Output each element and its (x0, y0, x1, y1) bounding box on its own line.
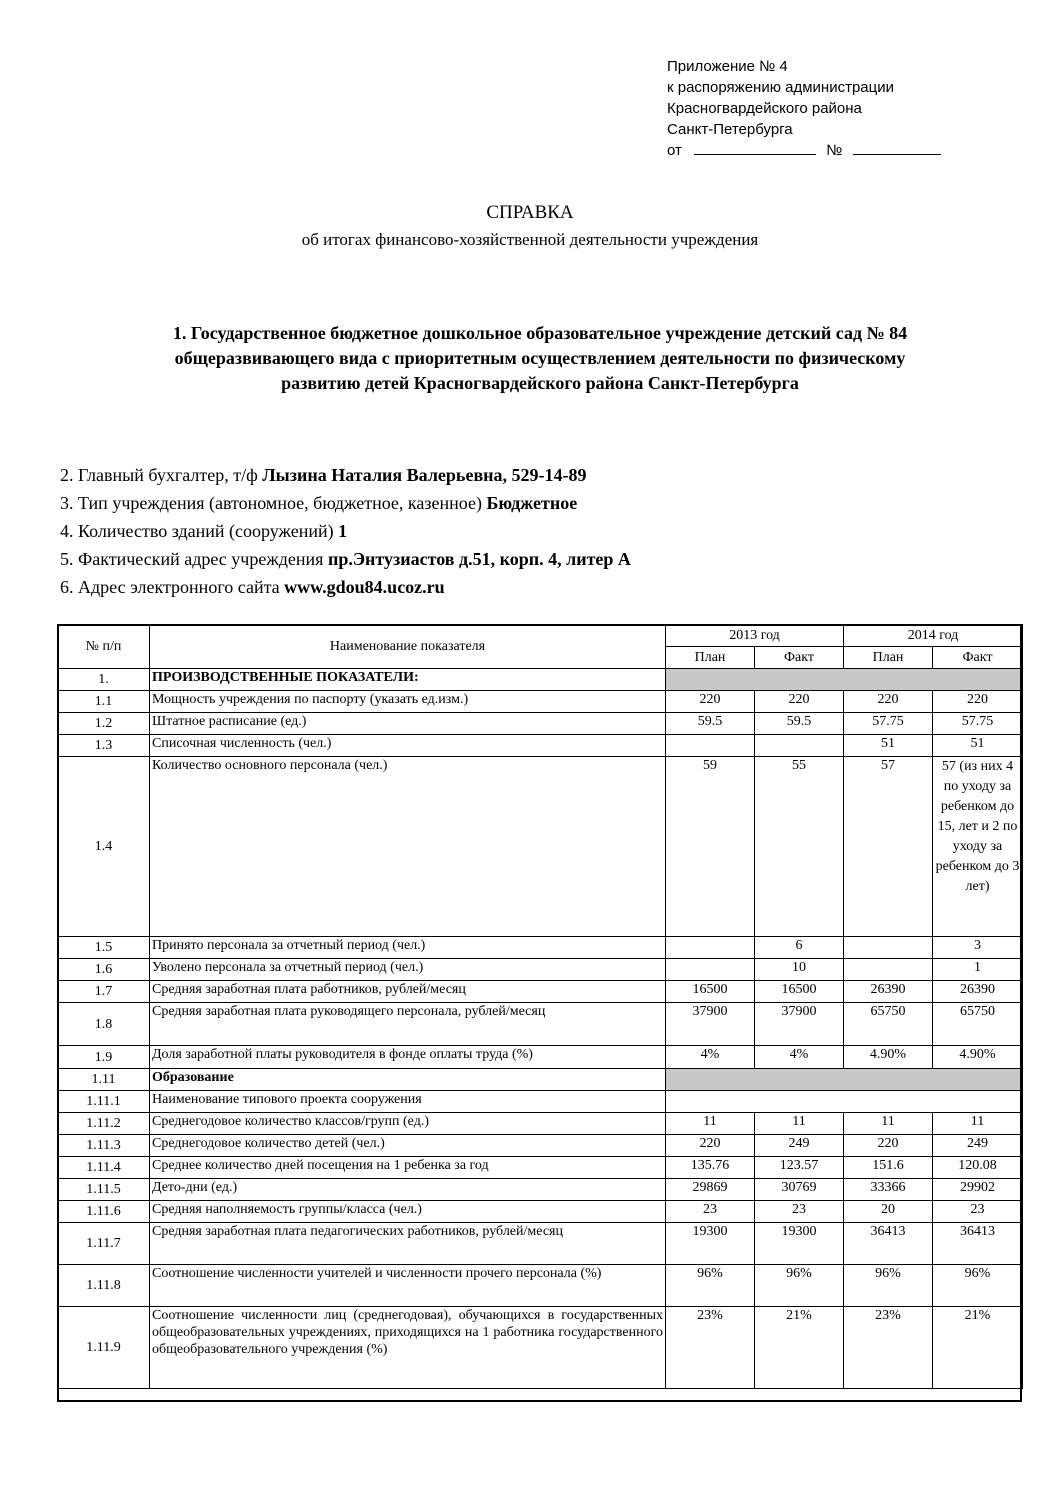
row-name: Соотношение численности учителей и численности прочего персонала (%) (150, 1265, 666, 1307)
value-cell: 65750 (844, 1003, 933, 1046)
table-row (58, 1135, 1023, 1157)
row-name: Образование (150, 1069, 666, 1091)
row-number: 1.11.5 (58, 1179, 150, 1201)
value-cell: 11 (755, 1113, 844, 1135)
info-item (60, 517, 631, 545)
annex-line-1: Приложение № 4 (667, 58, 788, 75)
header-year-2013: 2013 год (666, 625, 844, 647)
value-cell: 4% (755, 1046, 844, 1069)
info-label: 6. Адрес электронного сайта (60, 577, 285, 597)
value-cell (666, 937, 755, 959)
row-number: 1. (58, 669, 150, 691)
row-number: 1.7 (58, 981, 150, 1003)
value-cell: 37900 (666, 1003, 755, 1046)
row-name: Средняя заработная плата работников, рублей/месяц (150, 981, 666, 1003)
row-name: Среднегодовое количество детей (чел.) (150, 1135, 666, 1157)
value-cell: 135.76 (666, 1157, 755, 1179)
annex-from-label: от (667, 142, 682, 159)
table-row (58, 981, 1023, 1003)
row-name: Штатное расписание (ед.) (150, 713, 666, 735)
row-number: 1.6 (58, 959, 150, 981)
number-blank (853, 140, 941, 155)
header-year-2014: 2014 год (844, 625, 1023, 647)
page-title: СПРАВКА (486, 202, 574, 223)
table-row (58, 691, 1023, 713)
indicators-table (57, 624, 1023, 1389)
value-cell: 51 (933, 735, 1023, 757)
row-name: ПРОИЗВОДСТВЕННЫЕ ПОКАЗАТЕЛИ: (150, 669, 666, 691)
value-cell: 96% (755, 1265, 844, 1307)
row-name: Соотношение численности лиц (среднегодовая), обучающихся в государственных общеобразовательных учреждениях, приходящихся на 1 работника государственного общеобразовательного учреждения (%) (150, 1307, 666, 1389)
row-name: Количество основного персонала (чел.) (150, 757, 666, 937)
value-cell: 29869 (666, 1179, 755, 1201)
info-label: 4. Количество зданий (сооружений) (60, 521, 339, 541)
value-cell: 220 (666, 1135, 755, 1157)
value-cell: 57.75 (933, 713, 1023, 735)
table-row (58, 1223, 1023, 1265)
value-cell: 220 (666, 691, 755, 713)
header-fact: Факт (933, 647, 1023, 669)
row-number: 1.11.3 (58, 1135, 150, 1157)
table-row (58, 1003, 1023, 1046)
value-cell: 16500 (755, 981, 844, 1003)
value-cell: 33366 (844, 1179, 933, 1201)
section-fill (666, 669, 1023, 691)
merged-cell (666, 1091, 1023, 1113)
value-cell: 59.5 (755, 713, 844, 735)
table-row (58, 735, 1023, 757)
table-row (58, 757, 1023, 937)
value-cell: 19300 (666, 1223, 755, 1265)
info-label: 5. Фактический адрес учреждения (60, 549, 328, 569)
header-num: № п/п (58, 625, 150, 669)
row-name: Средняя заработная плата руководящего персонала, рублей/месяц (150, 1003, 666, 1046)
header-plan: План (844, 647, 933, 669)
value-cell: 36413 (933, 1223, 1023, 1265)
row-number: 1.5 (58, 937, 150, 959)
row-number: 1.11.7 (58, 1223, 150, 1265)
value-cell: 20 (844, 1201, 933, 1223)
value-cell: 4.90% (844, 1046, 933, 1069)
info-item (60, 489, 631, 517)
value-cell: 30769 (755, 1179, 844, 1201)
value-cell: 23% (844, 1307, 933, 1389)
value-cell: 57 (844, 757, 933, 937)
annex-line-3: Красногвардейского района (667, 100, 862, 117)
organization-line-1: 1. Государственное бюджетное дошкольное образовательное учреждение детский сад № 84 (172, 323, 908, 343)
value-cell: 21% (933, 1307, 1023, 1389)
value-cell: 249 (755, 1135, 844, 1157)
value-cell: 23 (933, 1201, 1023, 1223)
value-cell: 4.90% (933, 1046, 1023, 1069)
value-cell: 51 (844, 735, 933, 757)
info-item (60, 573, 631, 601)
organization-name (60, 321, 1020, 396)
row-number: 1.11.2 (58, 1113, 150, 1135)
row-name: Среднегодовое количество классов/групп (ед.) (150, 1113, 666, 1135)
value-cell: 123.57 (755, 1157, 844, 1179)
table-row (58, 1179, 1023, 1201)
annex-line-2: к распоряжению администрации (667, 79, 894, 96)
info-value: www.gdou84.ucoz.ru (284, 577, 445, 597)
table-row (58, 1265, 1023, 1307)
organization-line-3: развитию детей Красногвардейского района Санкт-Петербурга (281, 373, 799, 393)
info-item (60, 461, 631, 489)
value-cell: 23 (666, 1201, 755, 1223)
value-cell: 57.75 (844, 713, 933, 735)
value-cell: 65750 (933, 1003, 1023, 1046)
value-cell: 220 (933, 691, 1023, 713)
value-cell (844, 937, 933, 959)
info-value: Лызина Наталия Валерьевна, 529-14-89 (262, 465, 587, 485)
date-blank (694, 140, 816, 155)
row-name: Средняя наполняемость группы/класса (чел.) (150, 1201, 666, 1223)
info-value: Бюджетное (486, 493, 578, 513)
value-cell: 11 (666, 1113, 755, 1135)
page-subtitle: об итогах финансово-хозяйственной деятельности учреждения (301, 230, 759, 249)
table-header (58, 625, 1023, 669)
value-cell: 151.6 (844, 1157, 933, 1179)
row-number: 1.11 (58, 1069, 150, 1091)
organization-line-2: общеразвивающего вида с приоритетным осуществлением деятельности по физическому (174, 348, 906, 368)
row-number: 1.1 (58, 691, 150, 713)
value-cell: 249 (933, 1135, 1023, 1157)
header-fact: Факт (755, 647, 844, 669)
row-number: 1.11.9 (58, 1307, 150, 1389)
row-name: Дето-дни (ед.) (150, 1179, 666, 1201)
info-item (60, 545, 631, 573)
info-value: 1 (338, 521, 348, 541)
table-row (58, 937, 1023, 959)
value-cell: 96% (933, 1265, 1023, 1307)
row-name: Среднее количество дней посещения на 1 ребенка за год (150, 1157, 666, 1179)
annex-line-4: Санкт-Петербурга (667, 121, 793, 138)
row-name: Уволено персонала за отчетный период (чел.) (150, 959, 666, 981)
row-number: 1.8 (58, 1003, 150, 1046)
table-row (58, 713, 1023, 735)
row-number: 1.4 (58, 757, 150, 937)
table-row (58, 1307, 1023, 1389)
table-row (58, 1157, 1023, 1179)
value-cell: 26390 (844, 981, 933, 1003)
table-row (58, 1091, 1023, 1113)
header-name: Наименование показателя (150, 625, 666, 669)
value-cell: 4% (666, 1046, 755, 1069)
row-number: 1.11.6 (58, 1201, 150, 1223)
row-name: Средняя заработная плата педагогических работников, рублей/месяц (150, 1223, 666, 1265)
info-label: 3. Тип учреждения (автономное, бюджетное, казенное) (60, 493, 487, 513)
row-number: 1.2 (58, 713, 150, 735)
value-cell: 21% (755, 1307, 844, 1389)
table-row (58, 1069, 1023, 1091)
row-name: Принято персонала за отчетный период (чел.) (150, 937, 666, 959)
table-row (58, 959, 1023, 981)
value-cell (666, 735, 755, 757)
value-cell: 59.5 (666, 713, 755, 735)
row-number: 1.3 (58, 735, 150, 757)
value-cell: 220 (844, 691, 933, 713)
row-number: 1.11.4 (58, 1157, 150, 1179)
value-cell: 16500 (666, 981, 755, 1003)
annex-block (667, 56, 941, 161)
header-plan: План (666, 647, 755, 669)
value-cell (666, 959, 755, 981)
table-body (58, 669, 1023, 1389)
value-cell: 3 (933, 937, 1023, 959)
row-name: Мощность учреждения по паспорту (указать ед.изм.) (150, 691, 666, 713)
row-name: Списочная численность (чел.) (150, 735, 666, 757)
row-name: Доля заработной платы руководителя в фонде оплаты труда (%) (150, 1046, 666, 1069)
table-row (58, 1113, 1023, 1135)
value-cell: 29902 (933, 1179, 1023, 1201)
value-cell: 37900 (755, 1003, 844, 1046)
value-cell (755, 735, 844, 757)
row-number: 1.11.1 (58, 1091, 150, 1113)
section-fill (666, 1069, 1023, 1091)
row-number: 1.9 (58, 1046, 150, 1069)
value-cell: 96% (666, 1265, 755, 1307)
value-cell: 10 (755, 959, 844, 981)
value-cell: 96% (844, 1265, 933, 1307)
value-cell: 11 (844, 1113, 933, 1135)
value-cell: 55 (755, 757, 844, 937)
table-row (58, 1201, 1023, 1223)
value-cell: 220 (844, 1135, 933, 1157)
table-row (58, 1046, 1023, 1069)
value-cell: 120.08 (933, 1157, 1023, 1179)
value-cell: 26390 (933, 981, 1023, 1003)
value-cell: 23 (755, 1201, 844, 1223)
value-cell: 57 (из них 4 по уходу за ребенком до 15, лет и 2 по уходу за ребенком до 3 лет) (933, 757, 1023, 937)
value-cell: 11 (933, 1113, 1023, 1135)
value-cell: 220 (755, 691, 844, 713)
row-name: Наименование типового проекта сооружения (150, 1091, 666, 1113)
row-number: 1.11.8 (58, 1265, 150, 1307)
annex-number-label: № (826, 142, 843, 159)
table-row (58, 669, 1023, 691)
info-label: 2. Главный бухгалтер, т/ф (60, 465, 263, 485)
value-cell: 36413 (844, 1223, 933, 1265)
value-cell: 6 (755, 937, 844, 959)
value-cell: 1 (933, 959, 1023, 981)
info-value: пр.Энтузиастов д.51, корп. 4, литер А (327, 549, 631, 569)
info-list (60, 461, 631, 601)
annex-date-line (667, 140, 941, 161)
value-cell: 59 (666, 757, 755, 937)
value-cell: 23% (666, 1307, 755, 1389)
value-cell (844, 959, 933, 981)
value-cell: 19300 (755, 1223, 844, 1265)
